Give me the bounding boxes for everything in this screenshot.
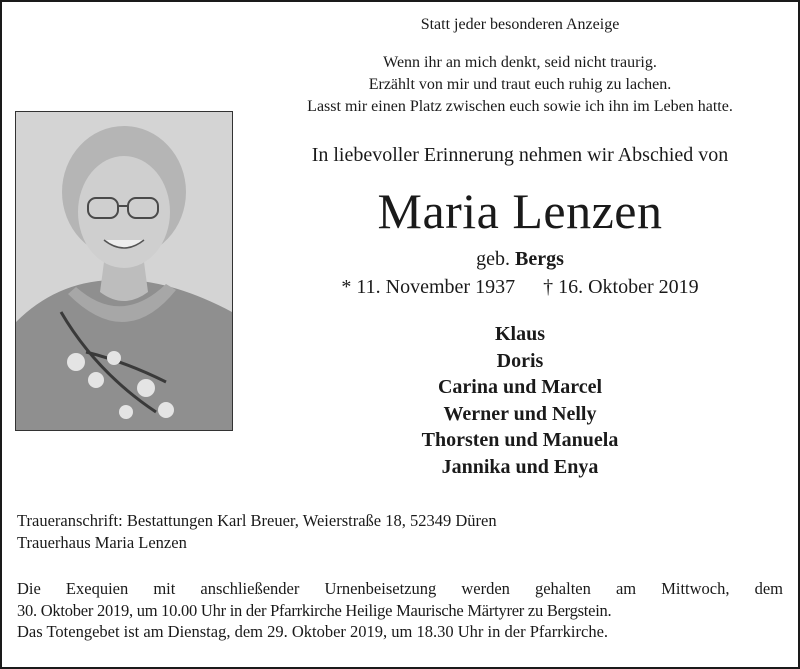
poem: [255, 52, 785, 118]
mourners-list: [255, 321, 785, 480]
mourner: Carina und Marcel: [437, 376, 603, 398]
poem-line: Erzählt von mir und traut euch ruhig zu lachen.: [368, 76, 672, 93]
address-line: Traueranschrift: Bestattungen Karl Breuer, Weierstraße 18, 52349 Düren: [17, 511, 497, 530]
mourner: Thorsten und Manuela: [421, 429, 619, 451]
poem-line: Wenn ihr an mich denkt, seid nicht traurig.: [383, 54, 657, 71]
service-line: Die Exequien mit anschließender Urnenbeisetzung werden gehalten am Mittwoch, dem: [17, 579, 783, 598]
service-details: [17, 578, 783, 643]
mourner: Doris: [496, 349, 544, 372]
mourner: Klaus: [494, 323, 546, 345]
birthname-value: Bergs: [515, 248, 564, 270]
birthname-prefix: geb.: [476, 248, 510, 270]
death-date: † 16. Oktober 2019: [543, 276, 699, 298]
service-line: 30. Oktober 2019, um 10.00 Uhr in der Pfarrkirche Heilige Maurische Märtyrer zu Bergstein.: [17, 600, 612, 620]
mourner: Werner und Nelly: [443, 402, 597, 425]
birth-date: * 11. November 1937: [341, 276, 516, 298]
mourning-address: [17, 510, 497, 554]
poem-line: Lasst mir einen Platz zwischen euch sowie ich ihn im Leben hatte.: [307, 98, 733, 115]
life-dates: [255, 276, 785, 299]
service-line: Das Totengebet ist am Dienstag, dem 29. Oktober 2019, um 18.30 Uhr in der Pfarrkirche.: [17, 622, 609, 641]
address-line: Trauerhaus Maria Lenzen: [17, 533, 187, 552]
notice-header: Statt jeder besonderen Anzeige: [420, 16, 620, 33]
intro-line: In liebevoller Erinnerung nehmen wir Abschied von: [311, 144, 729, 166]
portrait-photo: [15, 111, 233, 431]
mourner: Jannika und Enya: [441, 455, 599, 478]
birth-name: [255, 248, 785, 271]
deceased-name: Maria Lenzen: [377, 183, 663, 239]
portrait-illustration: [16, 112, 232, 430]
